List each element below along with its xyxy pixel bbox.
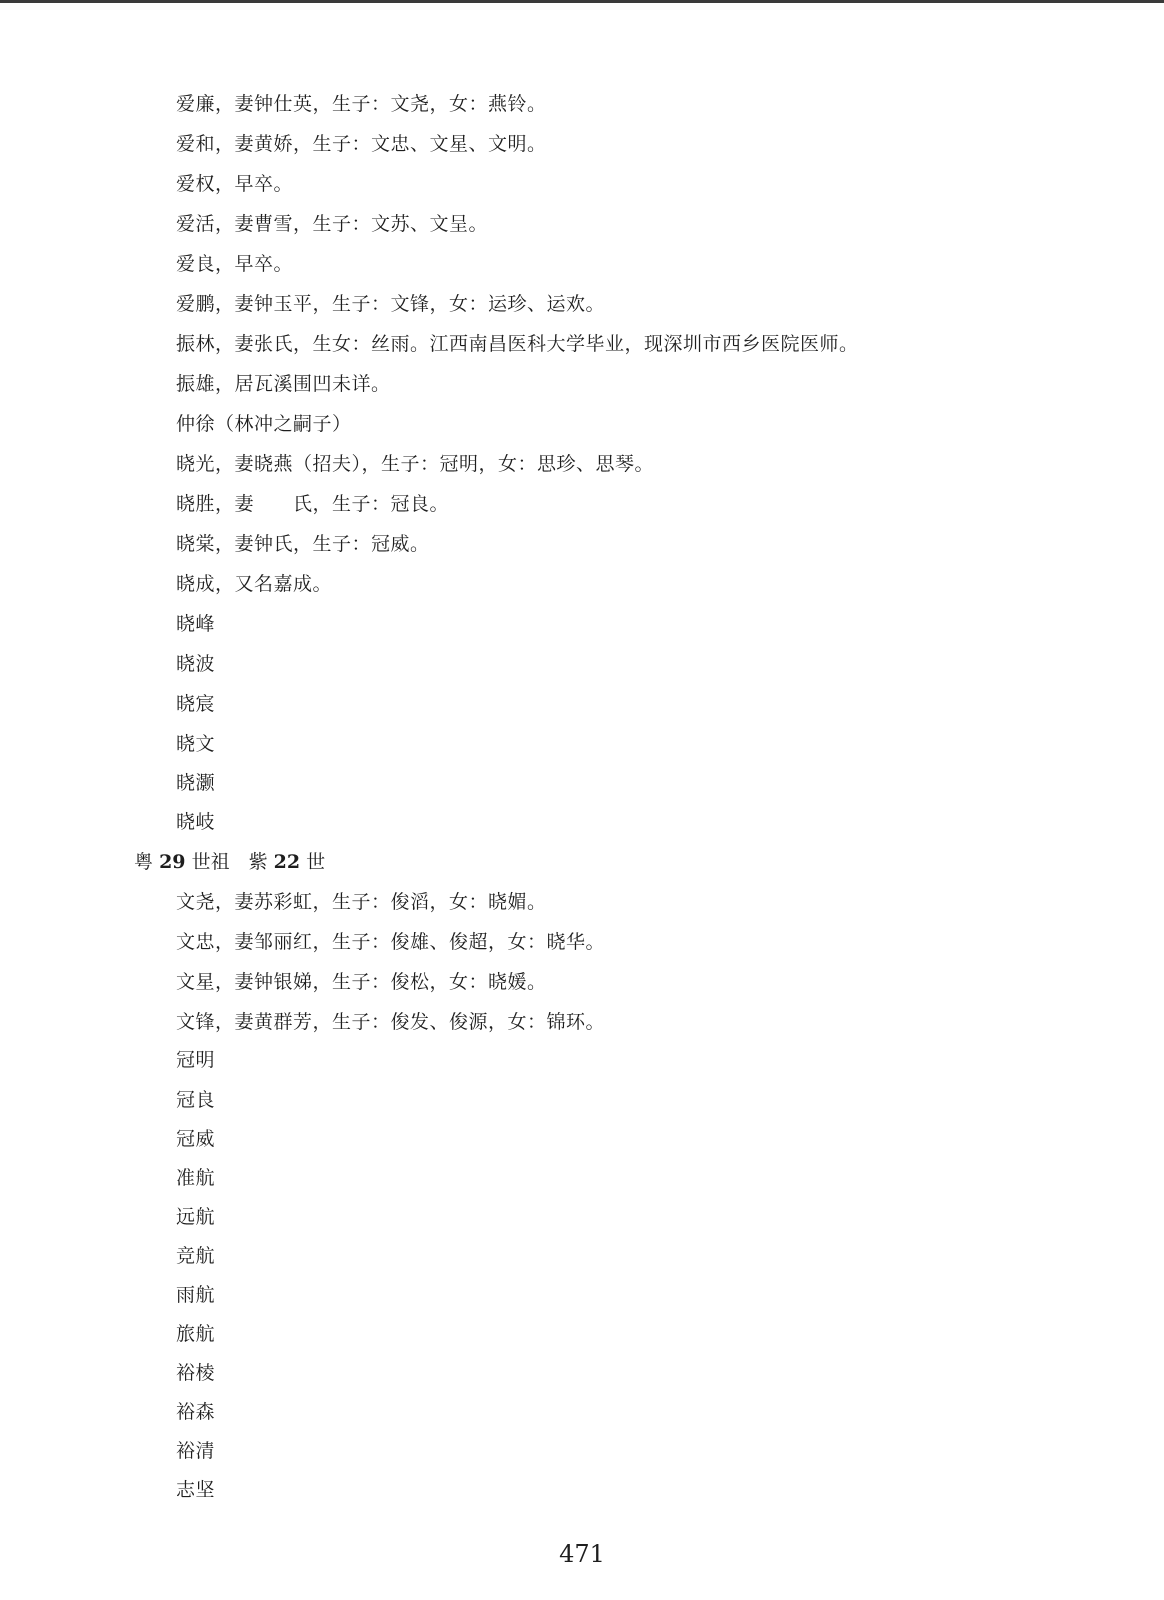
genealogy-entry: 爱活，妻曹雪，生子：文苏、文呈。 bbox=[176, 213, 489, 235]
genealogy-entry: 冠明 bbox=[176, 1049, 216, 1071]
genealogy-entry: 仲徐（林冲之嗣子） bbox=[176, 413, 352, 435]
page-number: 471 bbox=[559, 1540, 605, 1568]
generation-heading bbox=[134, 844, 325, 880]
genealogy-entry: 晓宸 bbox=[176, 693, 216, 715]
genealogy-entry: 裕森 bbox=[176, 1401, 216, 1423]
genealogy-entry: 晓峰 bbox=[176, 613, 216, 635]
genealogy-entry: 晓灏 bbox=[176, 772, 216, 794]
genealogy-entry: 振林，妻张氏，生女：丝雨。江西南昌医科大学毕业，现深圳市西乡医院医师。 bbox=[176, 333, 859, 355]
genealogy-entry: 旅航 bbox=[176, 1323, 216, 1345]
genealogy-entry: 爱权，早卒。 bbox=[176, 173, 294, 195]
genealogy-entry: 文忠，妻邹丽红，生子：俊雄、俊超，女：晓华。 bbox=[176, 931, 606, 953]
genealogy-entry: 文尧，妻苏彩虹，生子：俊滔，女：晓媚。 bbox=[176, 891, 547, 913]
heading-number-1: 29 bbox=[159, 851, 186, 873]
genealogy-entry: 晓成，又名嘉成。 bbox=[176, 573, 333, 595]
genealogy-entry: 冠良 bbox=[176, 1089, 216, 1111]
genealogy-entry: 振雄，居瓦溪围凹未详。 bbox=[176, 373, 391, 395]
genealogy-entry: 文锋，妻黄群芳，生子：俊发、俊源，女：锦环。 bbox=[176, 1011, 606, 1033]
genealogy-entry: 晓波 bbox=[176, 653, 216, 675]
genealogy-entry: 晓岐 bbox=[176, 811, 216, 833]
heading-prefix: 粤 bbox=[134, 851, 154, 873]
genealogy-entry: 晓胜，妻 氏，生子：冠良。 bbox=[176, 493, 450, 515]
genealogy-entry: 冠威 bbox=[176, 1128, 216, 1150]
genealogy-entry: 竞航 bbox=[176, 1245, 216, 1267]
genealogy-entry: 雨航 bbox=[176, 1284, 216, 1306]
heading-number-2: 22 bbox=[273, 851, 301, 873]
genealogy-entry: 晓光，妻晓燕（招夫），生子：冠明，女：思珍、思琴。 bbox=[176, 453, 655, 475]
genealogy-entry: 远航 bbox=[176, 1206, 216, 1228]
genealogy-entry: 爱和，妻黄娇，生子：文忠、文星、文明。 bbox=[176, 133, 547, 155]
genealogy-entry: 裕清 bbox=[176, 1440, 216, 1462]
genealogy-entry: 准航 bbox=[176, 1167, 216, 1189]
genealogy-entry: 晓文 bbox=[176, 733, 216, 755]
heading-suffix: 世 bbox=[306, 851, 326, 873]
heading-middle: 世祖 紫 bbox=[191, 851, 268, 873]
genealogy-entry: 爱廉，妻钟仕英，生子：文尧，女：燕铃。 bbox=[176, 93, 547, 115]
genealogy-entry: 爱鹏，妻钟玉平，生子：文锋，女：运珍、运欢。 bbox=[176, 293, 606, 315]
top-border-rule bbox=[0, 0, 1164, 3]
genealogy-entry: 爱良，早卒。 bbox=[176, 253, 294, 275]
genealogy-entry: 裕棱 bbox=[176, 1362, 216, 1384]
genealogy-entry: 文星，妻钟银娣，生子：俊松，女：晓媛。 bbox=[176, 971, 547, 993]
genealogy-entry: 志坚 bbox=[176, 1479, 216, 1501]
genealogy-entry: 晓棠，妻钟氏，生子：冠威。 bbox=[176, 533, 430, 555]
